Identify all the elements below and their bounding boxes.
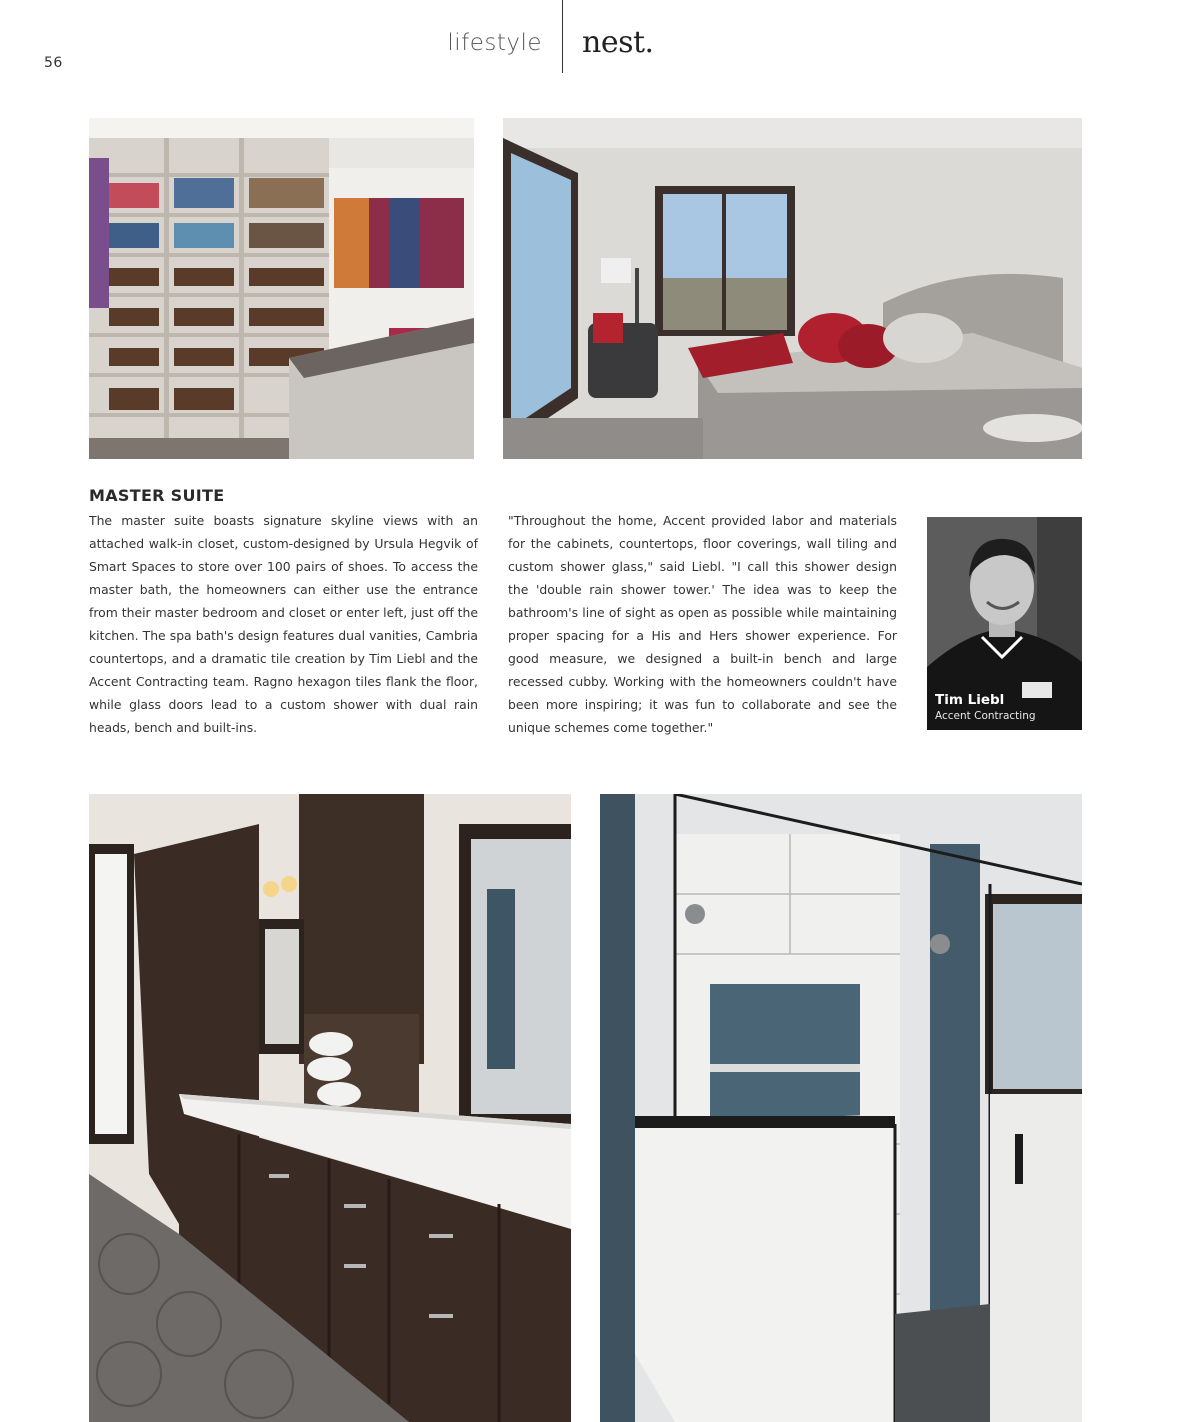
contractor-quote: "Throughout the home, Accent provided labor and materials for the cabinets, countertops, floor coverings, wall tiling and custom shower glass," said Liebl. "I call this shower design the 'double rain shower tower.' The idea was to keep the bathroom's line of sight as open as possible while maintaining proper spacing for a His and Hers shower experience. For good measure, we designed a built-in bench and large recessed cubby. Working with the homeowners couldn't have been more inspiring; it was fun to collaborate and see the unique schemes come together."	[508, 513, 897, 735]
closet-photo	[89, 118, 474, 459]
vanity-photo	[89, 794, 571, 1422]
section-heading: MASTER SUITE	[89, 486, 225, 505]
masthead	[0, 0, 1200, 80]
brand-logo: nest.	[582, 25, 654, 60]
portrait-name: Tim Liebl	[935, 692, 1005, 708]
shower-photo	[600, 794, 1082, 1422]
body-text: The master suite boasts signature skyline views with an attached walk-in closet, custom-designed by Ursula Hegvik of Smart Spaces to store over 100 pairs of shoes. To access the master bath, the homeowners can either use the entrance from their master bedroom and closet or enter left, just off the kitchen. The spa bath's design features dual vanities, Cambria countertops, and a dramatic tile creation by Tim Liebl and the Accent Contracting team. Ragno hexagon tiles flank the floor, while glass doors lead to a custom shower with dual rain heads, bench and built-ins.	[89, 513, 479, 735]
bedroom-photo	[503, 118, 1082, 459]
section-name: lifestyle	[447, 30, 542, 56]
page-number: 56	[44, 55, 63, 71]
portrait-company: Accent Contracting	[935, 710, 1036, 722]
masthead-divider	[562, 0, 563, 73]
